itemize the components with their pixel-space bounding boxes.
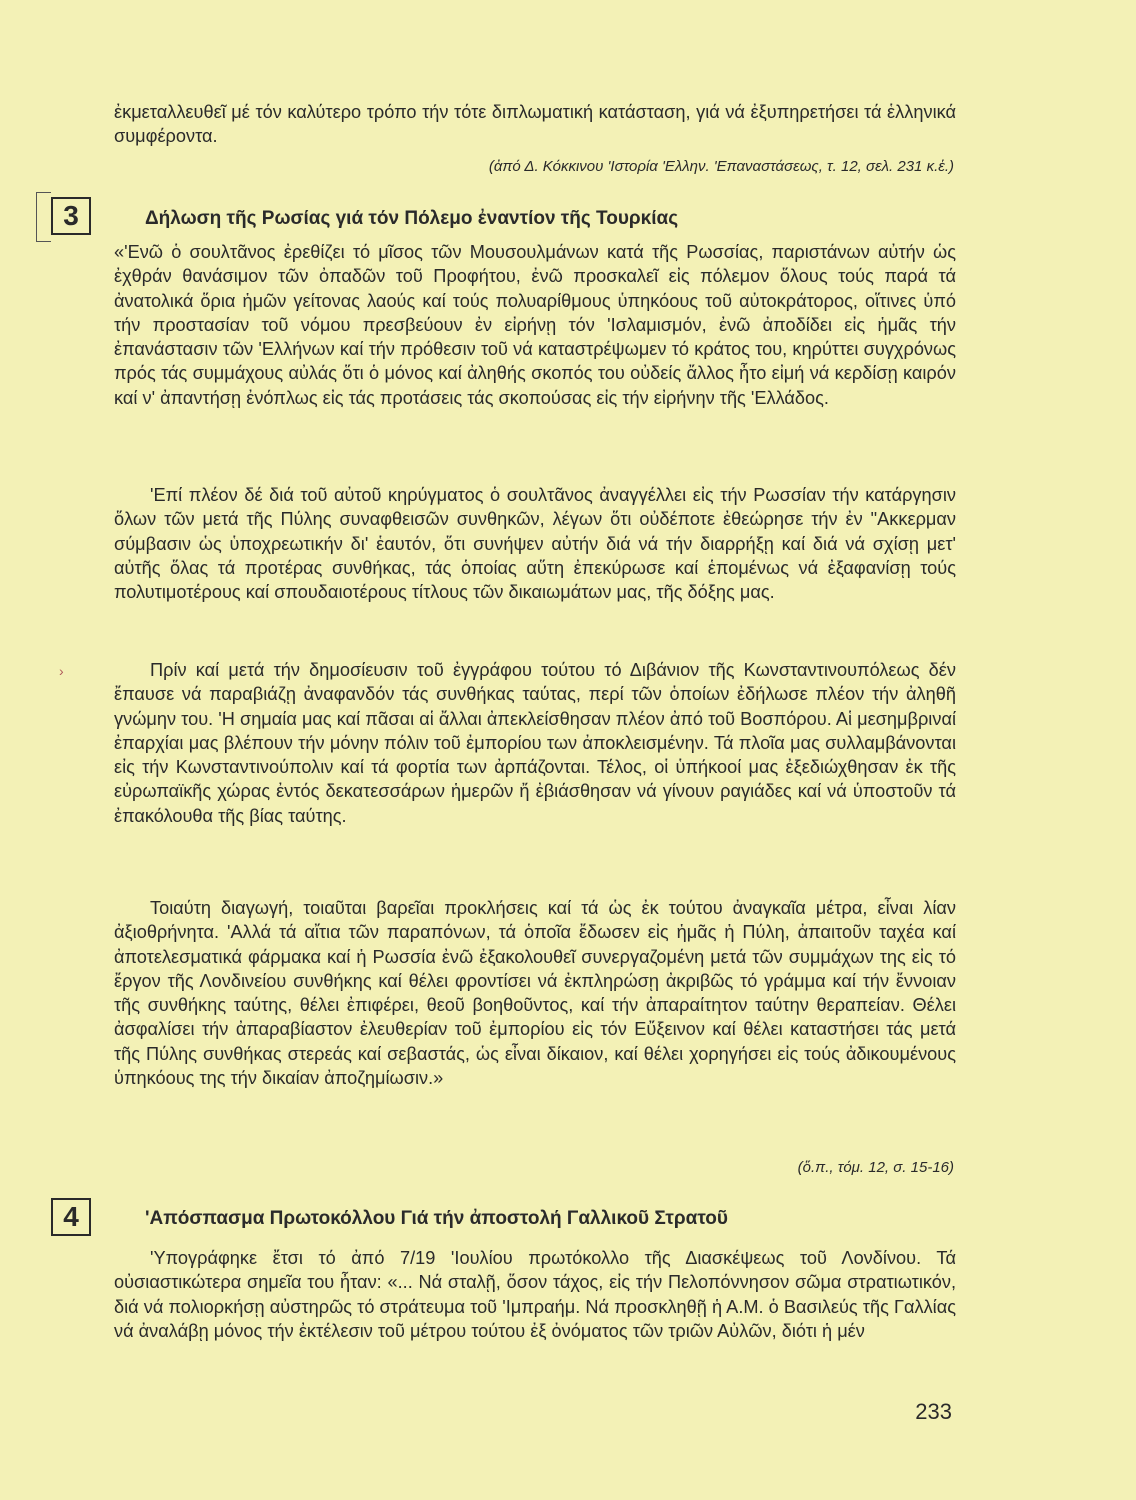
section-3-paragraph-2: 'Επί πλέον δέ διά τοῦ αὐτοῦ κηρύγματος ὁ σουλτᾶνος ἀναγγέλλει εἰς τήν Ρωσσίαν τήν κατάργησιν ὅλων τῶν μετά τῆς Πύλης συναφθεισῶν συνθηκῶν, λέγων ὅτι οὐδέποτε ἐθεώρησε τήν ἐν "Ακκερμαν σύμβασιν ὡς ὑποχρεωτικήν δι' ἑαυτόν, ὅτι συνήψεν αὐτήν διά νά τήν διαρρήξῃ καί διά νά σχίσῃ μετ' αὐτῆς ὅλας τά προτέρας συνθήκας, τάς ὁποίας αὕτη ἐπεκύρωσε καί ἑπομένως νά ἐξαφανίσῃ τούς πολυτιμοτέρους καί σπουδαιοτέρους τίτλους τῶν δικαιωμάτων μας, τῆς δόξης μας.: [114, 485, 956, 603]
intro-paragraph: ἐκμεταλλευθεῖ μέ τόν καλύτερο τρόπο τήν τότε διπλωματική κατάσταση, γιά νά ἐξυπηρετήσει τά ἑλληνικά συμφέροντα.: [114, 102, 956, 147]
section-number-3: 3: [51, 197, 91, 235]
intro-citation: (ἀπό Δ. Κόκκινου 'Ιστορία 'Ελλην. 'Επαναστάσεως, τ. 12, σελ. 231 κ.ἑ.): [488, 158, 954, 175]
section-3-title: Δήλωση τῆς Ρωσίας γιά τόν Πόλεμο ἐναντίον τῆς Τουρκίας: [145, 208, 679, 229]
section-3-citation: (ὅ.π., τόμ. 12, σ. 15-16): [797, 1159, 954, 1176]
section-number-4: 4: [51, 1198, 91, 1236]
section-bracket-mark: [36, 192, 51, 242]
section-3-paragraph-4: Τοιαύτη διαγωγή, τοιαῦται βαρεῖαι προκλήσεις καί τά ὡς ἐκ τούτου ἀναγκαῖα μέτρα, εἶναι λίαν ἀξιοθρήνητα. 'Αλλά τά αἴτια τῶν παραπόνων, τά ὁποῖα ἔδωσεν εἰς ἡμᾶς ἡ Πύλη, ἀπαιτοῦν ταχέα καί ἀποτελεσματικά φάρμακα καί ἡ Ρωσσία ἐνῶ ἐξακολουθεῖ συνεργαζομένη μετά τῶν συμμάχων της εἰς τό ἔργον τῆς Λονδινείου συνθήκης καί θέλει φροντίσει νά ἐκπληρώσῃ ἀκριβῶς τό γράμμα καί τήν ἔννοιαν τῆς συνθήκης ταύτης, θέλει ἐπιφέρει, θεοῦ βοηθοῦντος, καί τήν ἀπαραίτητον ταύτην θεραπείαν. Θέλει ἀσφαλίσει τήν ἀπαραβίαστον ἐλευθερίαν τοῦ ἐμπορίου εἰς τόν Εὔξεινον καί θέλει καταστήσει τάς μετά τῆς Πύλης συνθήκας στερεάς καί σεβαστάς, ὡς εἶναι δίκαιον, καί θέλει χορηγήσει εἰς τούς ἀδικουμένους ὑπηκόους της τήν δικαίαν ἀποζημίωσιν.»: [114, 898, 956, 1089]
section-3-paragraph-3: Πρίν καί μετά τήν δημοσίευσιν τοῦ ἐγγράφου τούτου τό Διβάνιον τῆς Κωνσταντινουπόλεως δέν ἔπαυσε νά παραβιάζῃ ἀναφανδόν τάς συνθήκας ταύτας, περί τῶν ὁποίων ἐδήλωσε πλέον τήν ἀληθῆ γνώμην του. 'Η σημαία μας καί πᾶσαι αἱ ἄλλαι ἀπεκλείσθησαν πλέον ἀπό τοῦ Βοσπόρου. Αἱ μεσημβριναί ἐπαρχίαι μας βλέπουν τήν μόνην πόλιν τοῦ ἐμπορίου των ἀποκλεισμένην. Τά πλοῖα μας συλλαμβάνονται εἰς τήν Κωνσταντινούπολιν καί τά φορτία των ἀρπάζονται. Τέλος, οἱ ὑπήκοοί μας ἐξεδιώχθησαν ἐκ τῆς εὐρωπαϊκῆς χώρας ἐντός δεκατεσσάρων ἡμερῶν ἤ ἐβιάσθησαν νά γίνουν ραγιάδες καί νά ὑποστοῦν τά ἐπακόλουθα τῆς βίας ταύτης.: [114, 660, 956, 826]
section-4-paragraph: 'Υπογράφηκε ἔτσι τό ἀπό 7/19 'Ιουλίου πρωτόκολλο τῆς Διασκέψεως τοῦ Λονδίνου. Τά οὐσιαστικώτερα σημεῖα του ἦταν: «... Νά σταλῇ, ὅσον τάχος, εἰς τήν Πελοπόννησον σῶμα στρατιωτικόν, διά νά πολιορκήσῃ αὐστηρῶς τό στράτευμα τοῦ 'Ιμπραήμ. Νά προσκληθῇ ἡ Α.Μ. ὁ Βασιλεύς τῆς Γαλλίας νά ἀναλάβῃ μόνος τήν ἐκτέλεσιν τοῦ μέτρου τούτου ἐξ ὀνόματος τῶν τριῶν Αὐλῶν, διότι ἡ μέν: [114, 1248, 956, 1341]
section-4-title: 'Απόσπασμα Πρωτοκόλλου Γιά τήν ἀποστολή Γαλλικοῦ Στρατοῦ: [145, 1208, 728, 1229]
section-3-paragraph-1: «'Ενῶ ὁ σουλτᾶνος ἐρεθίζει τό μῖσος τῶν Μουσουλμάνων κατά τῆς Ρωσσίας, παριστάνων αὐτήν ὡς ἐχθράν θανάσιμον τῶν ὀπαδῶν τοῦ Προφήτου, ἐνῶ προσκαλεῖ εἰς πόλεμον ὅλους τούς παρά τά ἀνατολικά ὅρια ἡμῶν γείτονας λαούς καί τούς πολυαρίθμους ὑπηκόους τοῦ αὐτοκράτορος, οἵτινες ὑπό τήν προστασίαν τοῦ νόμου πρεσβεύουν ἐν εἰρήνῃ τόν 'Ισλαμισμόν, ἐνῶ ἀποδίδει εἰς ἡμᾶς τήν ἐπανάστασιν τῶν 'Ελλήνων καί τήν πρόθεσιν τοῦ νά καταστρέψωμεν τό κράτος του, κηρύττει συγχρόνως πρός τάς συμμάχους αὐλάς ὅτι ὁ μόνος καί ἀληθής σκοπός του οὐδείς ἄλλος ἦτο εἰμή νά κερδίσῃ καιρόν καί ν' ἀπαντήσῃ ἐνόπλως εἰς τάς προτάσεις τάς σκοπούσας εἰς τήν εἰρήνην τῆς 'Ελλάδος.: [114, 242, 956, 408]
margin-mark: ›: [59, 663, 64, 679]
page-number: 233: [915, 1399, 952, 1424]
